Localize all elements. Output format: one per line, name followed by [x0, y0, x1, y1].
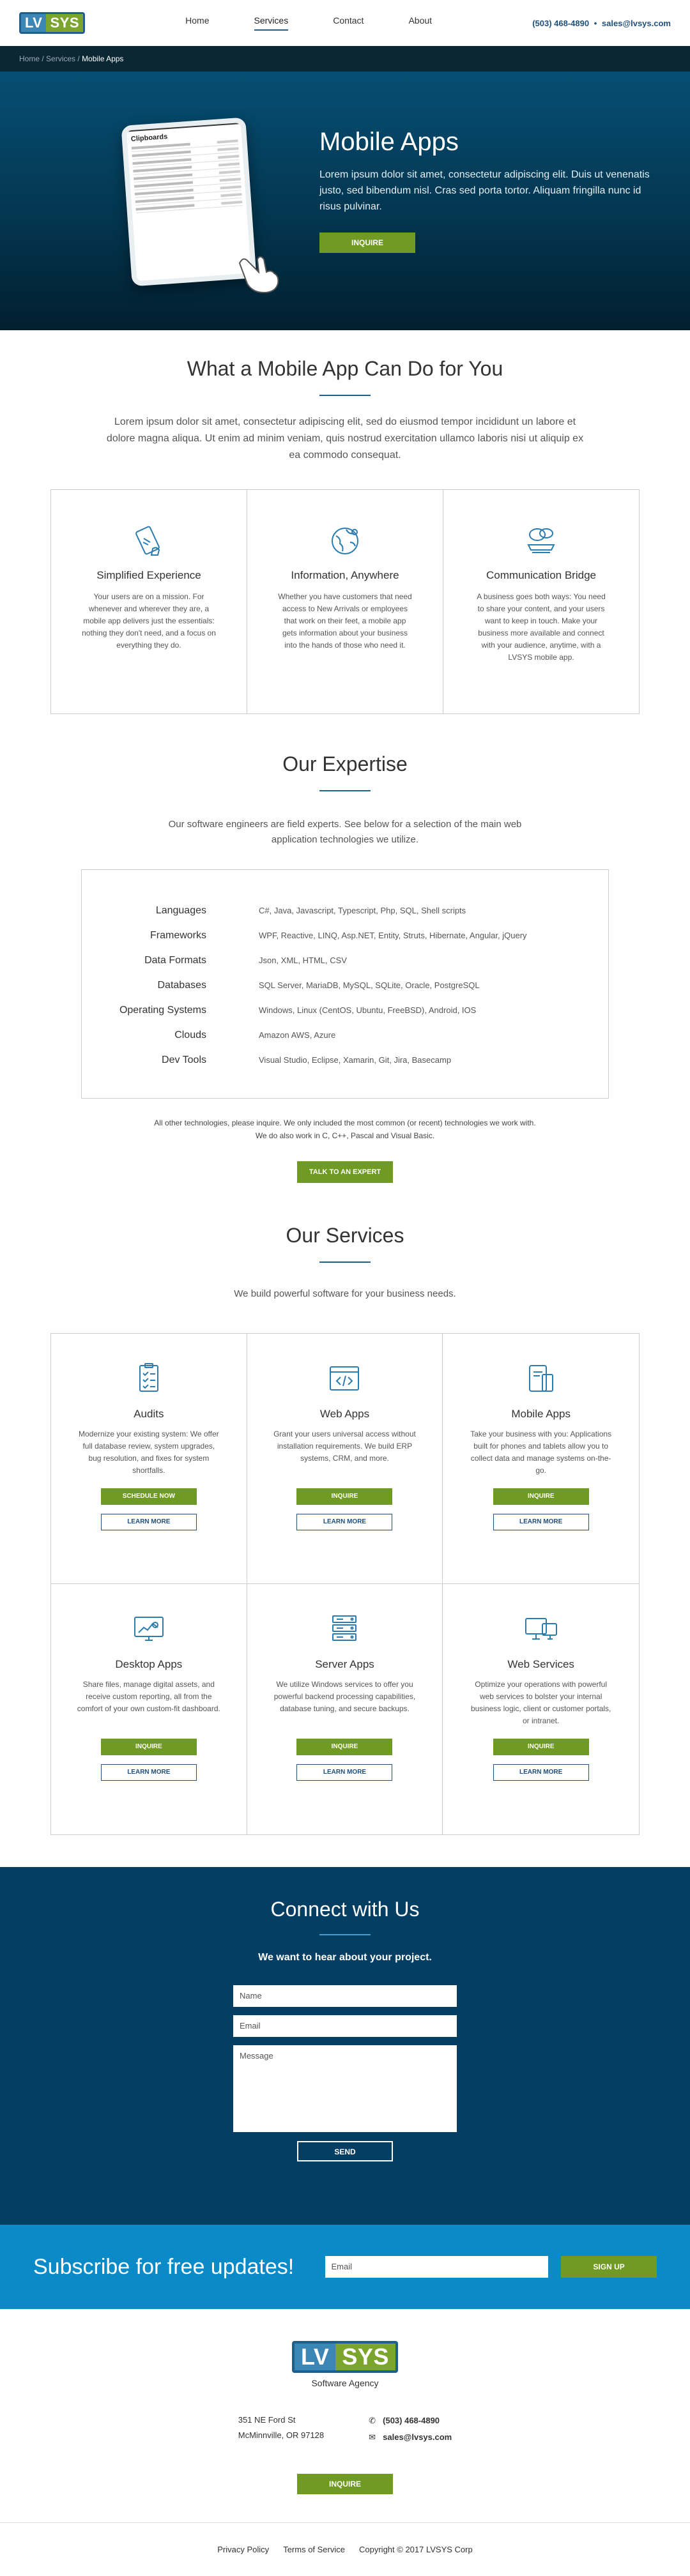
title-divider	[319, 1934, 371, 1935]
service-text: Share files, manage digital assets, and receive custom reporting, all from the comfort of your own custom-fit dashboard.	[77, 1680, 220, 1713]
header-phone-link[interactable]: (503) 468-4890	[532, 18, 590, 28]
hero-content	[319, 128, 652, 253]
logo-sys: SYS	[46, 14, 83, 32]
service-text: We utilize Windows services to offer you powerful backend processing capabilities, database tuning, and secure backups.	[273, 1680, 416, 1713]
technology-row	[82, 973, 608, 998]
breadcrumb-services[interactable]: Services	[46, 54, 76, 63]
desktop-chart-icon	[131, 1611, 167, 1647]
learn-more-button[interactable]: LEARN MORE	[296, 1764, 392, 1781]
service-card-audits	[51, 1334, 247, 1584]
features-lead: Lorem ipsum dolor sit amet, consectetur adipiscing elit, sed do eiusmod tempor incididunt un labore et dolore magna aliqua. Ut enim ad minim veniam, quis nostrud exercitation ullamco laboris nisi ut aliquip ex ea commodo consequat.	[106, 416, 584, 461]
service-title: Web Apps	[319, 1408, 370, 1420]
technology-row	[82, 1048, 608, 1072]
learn-more-button[interactable]: LEARN MORE	[493, 1764, 589, 1781]
expertise-note	[0, 1117, 690, 1142]
chat-icon	[523, 523, 559, 559]
feature-text: Your users are on a mission. For whenever and wherever they are, a mobile app delivers just the essentials: nothing they don't need, and a focus on everything they do.	[82, 592, 216, 650]
inquire-button[interactable]: INQUIRE	[101, 1739, 197, 1755]
title-divider	[319, 395, 371, 396]
logo-sys: SYS	[335, 2344, 395, 2370]
learn-more-button[interactable]: LEARN MORE	[101, 1764, 197, 1781]
talk-to-expert-button[interactable]: TALK TO AN EXPERT	[297, 1161, 393, 1183]
tech-list: Windows, Linux (CentOS, Ubuntu, FreeBSD), Android, IOS	[259, 1005, 477, 1015]
tech-category: Clouds	[174, 1029, 206, 1040]
service-card-desktop-apps	[51, 1584, 247, 1834]
feature-card	[51, 490, 247, 713]
envelope-icon: ✉	[369, 2432, 376, 2442]
tech-category: Databases	[157, 979, 206, 991]
connect-subtitle: We want to hear about your project.	[258, 1952, 432, 1963]
sign-up-button[interactable]: SIGN UP	[561, 2256, 657, 2278]
hero-description: Lorem ipsum dolor sit amet, consectetur adipiscing elit. Duis ut venenatis justo, sed bibendum nisl. Cras sed porta tortor. Aliquam fringilla nunc id risus pulvinar.	[319, 169, 650, 212]
breadcrumb-separator: /	[40, 54, 47, 63]
copyright-text: Copyright © 2017 LVSYS Corp	[359, 2545, 473, 2554]
inquire-button[interactable]: INQUIRE	[493, 1488, 589, 1505]
contact-form	[233, 1985, 457, 2132]
send-button[interactable]: SEND	[297, 2141, 393, 2161]
schedule-now-button[interactable]: SCHEDULE NOW	[101, 1488, 197, 1505]
breadcrumb	[0, 46, 690, 72]
hero-inquire-button[interactable]: INQUIRE	[319, 232, 415, 253]
expertise-note-line: All other technologies, please inquire. We only included the most common (or recent) technologies we work with.	[154, 1118, 536, 1127]
logo-lv: LV	[21, 14, 46, 32]
globe-icon	[327, 523, 363, 559]
technology-row	[82, 998, 608, 1023]
tech-list: Json, XML, HTML, CSV	[259, 956, 347, 965]
expertise-note-line: We do also work in C, C++, Pascal and Visual Basic.	[255, 1131, 435, 1140]
services-section	[0, 1183, 690, 1835]
technology-row	[82, 1023, 608, 1048]
footer-address	[238, 2412, 324, 2446]
expertise-lead: Our software engineers are field experts. See below for a selection of the main web application technologies we utilize.	[168, 819, 522, 845]
tech-category: Frameworks	[150, 929, 206, 941]
tech-list: C#, Java, Javascript, Typescript, Php, SQL, Shell scripts	[259, 906, 466, 915]
code-window-icon	[326, 1360, 362, 1396]
tech-list: Amazon AWS, Azure	[259, 1030, 336, 1040]
header-separator: •	[594, 18, 597, 28]
learn-more-button[interactable]: LEARN MORE	[296, 1514, 392, 1530]
connect-section	[0, 1867, 690, 2225]
nav-services[interactable]: Services	[254, 15, 289, 31]
service-title: Web Services	[507, 1658, 574, 1670]
address-line: McMinnville, OR 97128	[238, 2430, 325, 2440]
footer-inquire-button[interactable]: INQUIRE	[297, 2474, 393, 2494]
monitors-icon	[523, 1611, 559, 1647]
tech-list: SQL Server, MariaDB, MySQL, SQLite, Oracle, PostgreSQL	[259, 980, 480, 990]
services-lead: We build powerful software for your business needs.	[234, 1288, 456, 1299]
inquire-button[interactable]: INQUIRE	[296, 1488, 392, 1505]
mobile-devices-icon	[523, 1360, 559, 1396]
header-contact	[532, 19, 671, 28]
learn-more-button[interactable]: LEARN MORE	[101, 1514, 197, 1530]
phone-icon: ✆	[369, 2416, 376, 2425]
feature-card	[443, 490, 639, 713]
feature-title: Information, Anywhere	[291, 569, 399, 581]
tech-list: Visual Studio, Eclipse, Xamarin, Git, Jira, Basecamp	[259, 1055, 452, 1065]
service-card-web-apps	[247, 1334, 443, 1584]
service-text: Optimize your operations with powerful web services to bolster your internal business logic, client or customer portals, or intranet.	[470, 1680, 611, 1725]
tech-category: Data Formats	[144, 954, 206, 966]
service-text: Take your business with you: Applications built for phones and tablets allow you to collect data and manage systems on-the-go.	[470, 1429, 612, 1475]
nav-home[interactable]: Home	[185, 15, 210, 26]
services-grid	[50, 1333, 640, 1835]
subscribe-title: Subscribe for free updates!	[33, 2254, 295, 2279]
technology-row	[82, 948, 608, 973]
feature-text: Whether you have customers that need access to New Arrivals or employees that work on their feet, a mobile app gets information about your business into the hands of those who need it.	[278, 592, 412, 650]
footer-links	[0, 2522, 690, 2576]
service-title: Mobile Apps	[511, 1408, 571, 1420]
pointing-hand-icon	[233, 250, 284, 295]
terms-of-service-link[interactable]: Terms of Service	[283, 2545, 345, 2554]
footer-logo[interactable]	[292, 2341, 398, 2373]
learn-more-button[interactable]: LEARN MORE	[493, 1514, 589, 1530]
tech-category: Languages	[155, 904, 206, 916]
footer-tagline: Software Agency	[311, 2378, 379, 2388]
features-section	[0, 330, 690, 714]
address-line: 351 NE Ford St	[238, 2415, 296, 2425]
technology-row	[82, 923, 608, 948]
service-title: Audits	[134, 1408, 164, 1420]
subscribe-email-input[interactable]: Email	[325, 2256, 549, 2278]
tech-list: WPF, Reactive, LINQ, Asp.NET, Entity, Struts, Hibernate, Angular, jQuery	[259, 931, 527, 940]
nav-about[interactable]: About	[408, 15, 433, 26]
service-title: Server Apps	[315, 1658, 374, 1670]
features-title: What a Mobile App Can Do for You	[187, 357, 503, 380]
server-icon	[326, 1611, 362, 1647]
inquire-button[interactable]: INQUIRE	[493, 1739, 589, 1755]
breadcrumb-current: Mobile Apps	[82, 54, 124, 63]
name-field[interactable]: Name	[233, 1985, 457, 2007]
connect-title: Connect with Us	[270, 1898, 420, 1921]
message-field[interactable]: Message	[233, 2045, 457, 2132]
service-text: Modernize your existing system: We offer full database review, system upgrades, bug resolution, and fixes for system shortfalls.	[79, 1429, 219, 1475]
email-field[interactable]: Email	[233, 2015, 457, 2037]
tech-category: Operating Systems	[119, 1004, 206, 1016]
footer	[0, 2309, 690, 2576]
technology-row	[82, 898, 608, 923]
header-email-link[interactable]: sales@lvsys.com	[601, 18, 671, 28]
nav-contact[interactable]: Contact	[333, 15, 364, 26]
expertise-section	[0, 714, 690, 1183]
inquire-button[interactable]: INQUIRE	[296, 1739, 392, 1755]
breadcrumb-home[interactable]: Home	[19, 54, 40, 63]
title-divider	[319, 790, 371, 791]
footer-contacts	[369, 2412, 452, 2446]
service-text: Grant your users universal access without installation requirements. We build ERP systems, CRM, and more.	[273, 1429, 416, 1463]
technology-table	[81, 869, 609, 1099]
footer-email-link[interactable]: sales@lvsys.com	[383, 2432, 452, 2442]
hero-title: Mobile Apps	[319, 128, 459, 156]
breadcrumb-separator: /	[75, 54, 82, 63]
tablet-title: Clipboards	[130, 133, 168, 144]
tech-category: Dev Tools	[162, 1054, 206, 1065]
title-divider	[319, 1261, 371, 1263]
clipboard-icon	[131, 1360, 167, 1396]
footer-contact-block	[0, 2412, 690, 2446]
main-menu	[185, 15, 432, 31]
feature-title: Simplified Experience	[96, 569, 201, 581]
logo-lv: LV	[295, 2344, 335, 2370]
features-grid	[50, 489, 640, 714]
service-card-web-services	[443, 1584, 639, 1834]
feature-text: A business goes both ways: You need to share your content, and your users want to keep in touch. Make your business more available and connect with your audience, anytime, with a LVSYS mobile app.	[477, 592, 606, 662]
services-title: Our Services	[286, 1224, 404, 1247]
hero-banner	[0, 72, 690, 330]
service-card-mobile-apps	[443, 1334, 639, 1584]
subscribe-bar	[0, 2225, 690, 2309]
expertise-title: Our Expertise	[282, 752, 408, 775]
feature-title: Communication Bridge	[486, 569, 596, 581]
service-title: Desktop Apps	[115, 1658, 183, 1670]
privacy-policy-link[interactable]: Privacy Policy	[217, 2545, 270, 2554]
tablet-icon	[131, 523, 167, 559]
service-card-server-apps	[247, 1584, 443, 1834]
top-navigation	[0, 0, 690, 46]
feature-card	[247, 490, 443, 713]
site-logo[interactable]	[19, 12, 85, 34]
footer-phone-link[interactable]: (503) 468-4890	[383, 2416, 440, 2425]
